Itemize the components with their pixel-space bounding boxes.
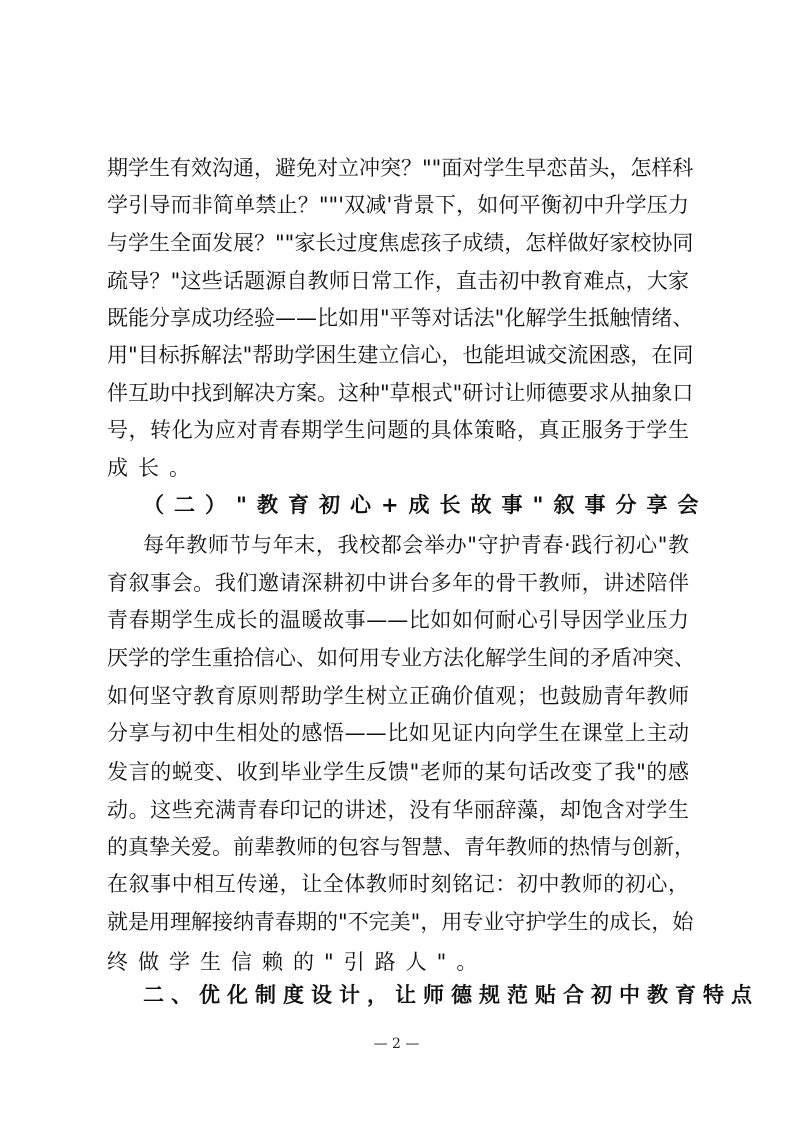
text-line: 疏导？"这些话题源自教师日常工作，直击初中教育难点，大家 [107, 269, 689, 293]
text-line: 青春期学生成长的温暖故事——比如如何耐心引导因学业压力 [107, 608, 689, 632]
text-line: 每年教师节与年末，我校都会举办"守护青春·践行初心"教 [143, 533, 689, 557]
text-line: 如何坚守教育原则帮助学生树立正确价值观；也鼓励青年教师 [107, 684, 689, 708]
text-line: 号，转化为应对青春期学生问题的具体策略，真正服务于学生 [107, 418, 689, 442]
text-line: 用"目标拆解法"帮助学困生建立信心，也能坦诚交流困惑，在同 [107, 343, 694, 367]
text-line: 伴互助中找到解决方案。这种"草根式"研讨让师德要求从抽象口 [107, 381, 694, 405]
text-line: 与学生全面发展？""家长过度焦虑孩子成绩，怎样做好家校协同 [107, 231, 694, 255]
text-line: 动。这些充满青春印记的讲述，没有华丽辞藻，却饱含对学生 [107, 798, 689, 822]
text-line: 的真挚关爱。前辈教师的包容与智慧、青年教师的热情与创新， [107, 835, 695, 859]
text-line: 育叙事会。我们邀请深耕初中讲台多年的骨干教师，讲述陪伴 [107, 571, 689, 595]
text-line: 学引导而非简单禁止？""'双减'背景下，如何平衡初中升学压力 [107, 193, 689, 217]
subheading: （二）"教育初心+成长故事"叙事分享会 [143, 493, 709, 517]
text-line: 既能分享成功经验——比如用"平等对话法"化解学生抵触情绪、 [107, 306, 694, 330]
text-line: 成长。 [107, 456, 200, 480]
text-line: 在叙事中相互传递，让全体教师时刻铭记：初中教师的初心， [107, 872, 689, 896]
text-line: 终做学生信赖的"引路人"。 [107, 950, 488, 974]
text-line: 期学生有效沟通，避免对立冲突？""面对学生早恋苗头，怎样科 [107, 156, 694, 180]
text-line: 就是用理解接纳青春期的"不完美"，用专业守护学生的成长，始 [107, 910, 694, 934]
page-number: — 2 — [373, 1036, 420, 1052]
text-line: 厌学的学生重拾信心、如何用专业方法化解学生间的矛盾冲突、 [107, 646, 695, 670]
section-heading: 二、优化制度设计，让师德规范贴合初中教育特点 [143, 983, 759, 1007]
text-line: 分享与初中生相处的感悟——比如见证内向学生在课堂上主动 [107, 721, 689, 745]
text-line: 发言的蜕变、收到毕业学生反馈"老师的某句话改变了我"的感 [107, 760, 689, 784]
